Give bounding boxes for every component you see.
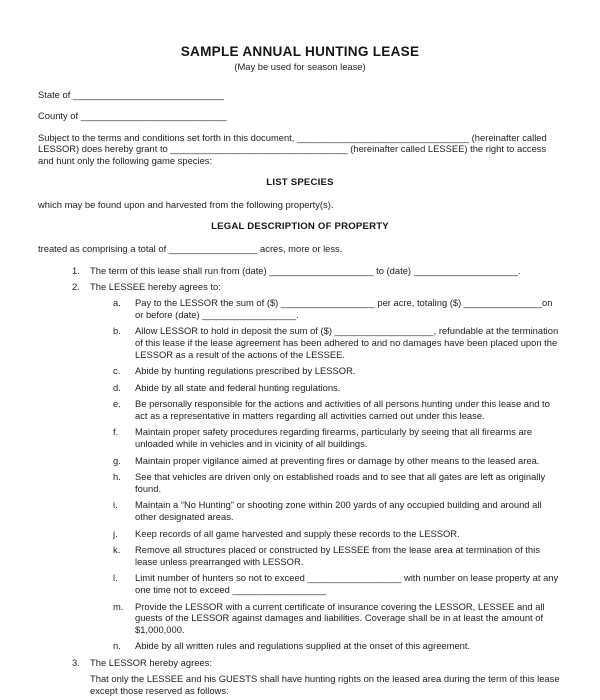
item-number: 2. [72, 281, 80, 293]
item-letter: n. [113, 640, 121, 652]
item-letter: m. [113, 600, 124, 612]
item-letter: k. [113, 544, 121, 556]
item-letter: a. [113, 297, 121, 309]
lease-subitem-l [113, 572, 562, 595]
item-text: Abide by all state and federal hunting regulations. [135, 381, 341, 393]
item-letter: d. [113, 381, 121, 393]
document-title: SAMPLE ANNUAL HUNTING LEASE [180, 44, 420, 59]
item-letter: i. [113, 499, 118, 511]
species-paragraph: which may be found upon and harvested from the following property(s). [38, 199, 334, 211]
item-text: See that vehicles are driven only on established roads and to see that all gates are left as originally found. [135, 471, 546, 494]
item-text: Be personally responsible for the actions and activities of all persons hunting under this lease and to act as a representative in matters regarding all activities carried out under this lease. [135, 398, 550, 421]
item-text: Limit number of hunters so not to exceed __________________ with number on lease property at any one time not to exceed __________________ [135, 572, 559, 595]
acreage-paragraph: treated as comprising a total of _________________ acres, more or less. [38, 243, 343, 255]
lease-subitem-n [113, 640, 562, 652]
county-line: County of ____________________________ [38, 110, 227, 122]
lessor-agrees-item [72, 657, 562, 669]
item-letter: b. [113, 325, 121, 337]
item-letter: e. [113, 398, 121, 410]
item-text: The LESSEE hereby agrees to: [90, 281, 221, 293]
item-number: 1. [72, 264, 80, 276]
lease-subitem-h [113, 471, 562, 494]
item-text: Maintain proper vigilance aimed at preventing fires or damage by other means to the leased area. [135, 454, 540, 466]
legal-description-heading: LEGAL DESCRIPTION OF PROPERTY [211, 220, 389, 232]
lessee-agrees-item [72, 281, 562, 293]
item-text: Maintain proper safety procedures regarding firearms, particularly by seeing that all firearms are unloaded while in vehicles and in vicinity of all buildings. [135, 426, 533, 450]
item-letter: g. [113, 454, 121, 466]
lease-subitem-e [113, 398, 562, 421]
lease-subitem-k [113, 544, 562, 567]
intro-paragraph: Subject to the terms and conditions set forth in this document, _________________________________ (hereinafter called LESSOR) does hereby grant to __________________________________ (hereinafter called LESSEE) the right to access and hunt only the following game species: [38, 131, 547, 166]
item-letter: j. [113, 527, 118, 539]
state-line: State of _____________________________ [38, 88, 225, 100]
term-item [72, 265, 562, 277]
lease-subitem-m [113, 601, 562, 636]
item-text: Pay to the LESSOR the sum of ($) __________________ per acre, totaling ($) _______________on or before (date) __________________. [135, 297, 553, 320]
lease-subitem-d [113, 382, 562, 394]
item-text: The LESSOR hereby agrees: [90, 656, 212, 668]
item-text: Remove all structures placed or constructed by LESSEE from the lease area at termination of this lease unless prearranged with LESSOR. [135, 544, 540, 567]
item-text: Provide the LESSOR with a current certificate of insurance covering the LESSOR, LESSEE and all guests of the LESSOR against damages and liabilities. Coverage shall be in at least the amount of $1,000,000. [135, 600, 545, 635]
lease-subitem-i [113, 499, 562, 522]
item-number: 3. [72, 656, 80, 668]
lease-subitem-b [113, 325, 562, 360]
item-text: Maintain a “No Hunting” or shooting zone within 200 yards of any occupied building and around all other designated areas. [135, 499, 542, 523]
item-letter: c. [113, 365, 121, 377]
species-heading: LIST SPECIES [266, 176, 334, 188]
item-text: The term of this lease shall run from (date) ____________________ to (date) ____________________. [90, 264, 521, 276]
lease-subitem-f [113, 426, 562, 449]
item-text: Abide by hunting regulations prescribed by LESSOR. [135, 365, 356, 377]
lessor-agrees-paragraph: That only the LESSEE and his GUESTS shall have hunting rights on the leased area during the term of this lease except those reserved as follows: [90, 673, 560, 696]
lease-subitem-g [113, 455, 562, 467]
lessee-subitem-list [38, 297, 562, 652]
lease-subitem-a [113, 297, 562, 320]
lease-subitem-j [113, 528, 562, 540]
item-text: Allow LESSOR to hold in deposit the sum of ($) ___________________, refundable at the termination of this lease if the lease agreement has been adhered to and no damages have been placed upon the LESSOR as a result of the actions of the LESSEE. [135, 325, 559, 360]
item-letter: h. [113, 471, 121, 483]
document-subtitle: (May be used for season lease) [234, 61, 366, 72]
item-text: Keep records of all game harvested and supply these records to the LESSOR. [135, 527, 460, 539]
lease-subitem-c [113, 365, 562, 377]
item-letter: l. [113, 572, 118, 584]
item-letter: f. [113, 426, 119, 438]
item-text: Abide by all written rules and regulations supplied at the onset of this agreement. [135, 640, 471, 652]
